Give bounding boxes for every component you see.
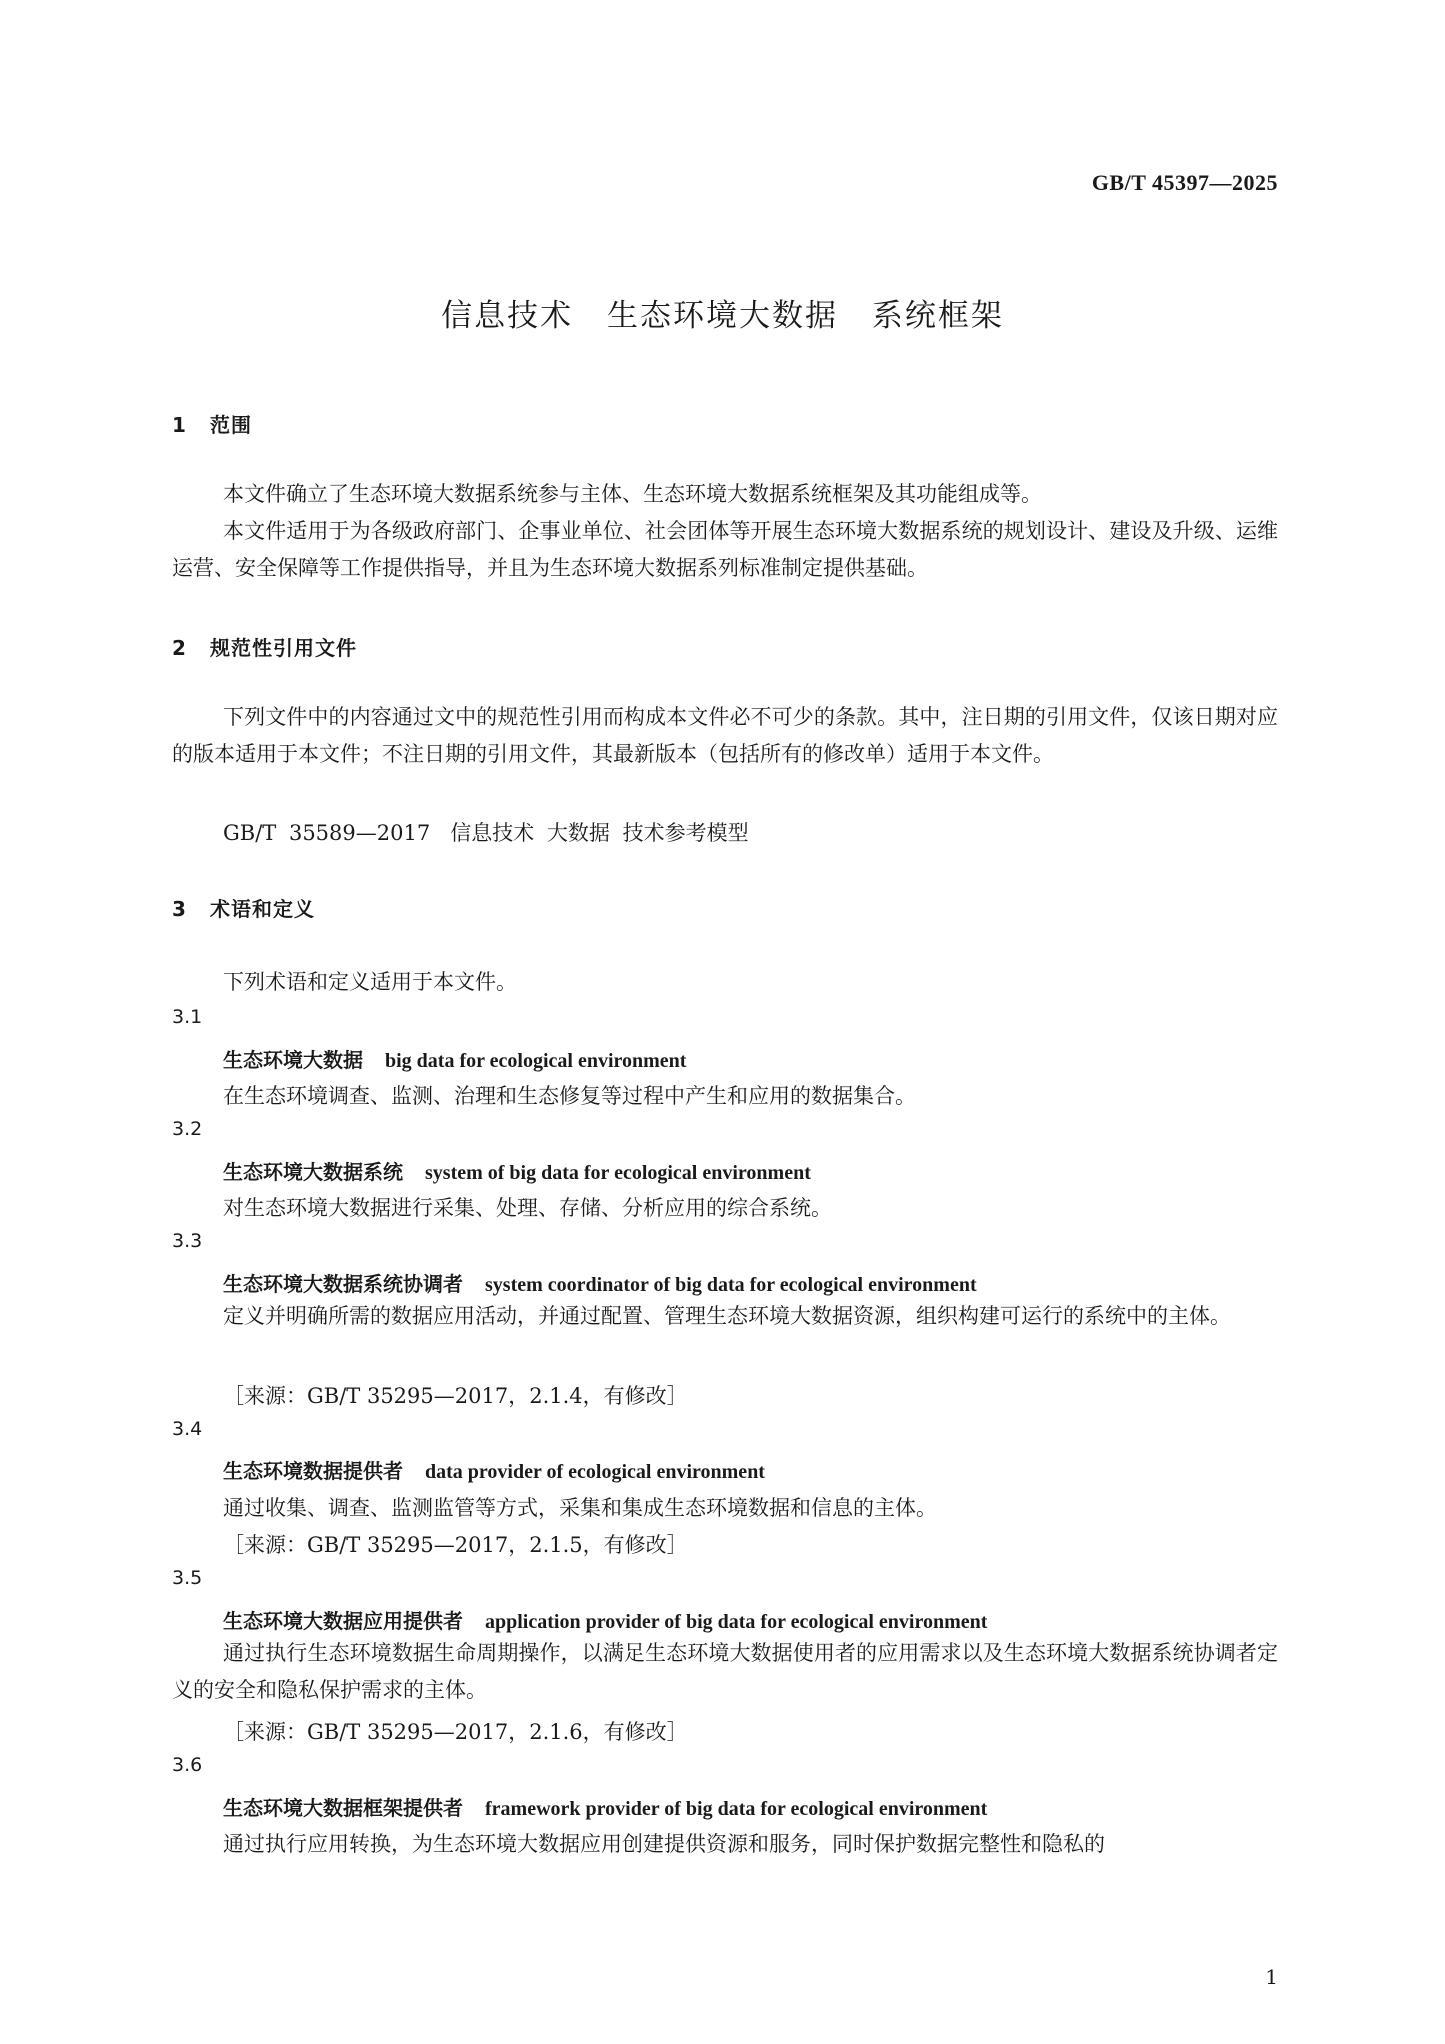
terms-intro: 下列术语和定义适用于本文件。 (223, 970, 517, 994)
term-title (223, 1156, 811, 1185)
term-chinese: 生态环境大数据系统 (223, 1160, 403, 1184)
term-definition: 对生态环境大数据进行采集、处理、存储、分析应用的综合系统。 (223, 1196, 832, 1220)
normative-references-paragraph: 下列文件中的内容通过文中的规范性引用而构成本文件必不可少的条款。其中，注日期的引用文件，仅该日期对应的版本适用于本文件；不注日期的引用文件，其最新版本（包括所有的修改单）适用于本文件。 (172, 705, 1278, 766)
term-title (223, 1044, 686, 1073)
term-number: 3.3 (172, 1230, 203, 1252)
term-english: framework provider of big data for ecological environment (485, 1798, 988, 1820)
term-chinese: 生态环境大数据框架提供者 (223, 1796, 463, 1820)
term-number: 3.1 (172, 1006, 203, 1028)
scope-paragraph-2: 本文件适用于为各级政府部门、企事业单位、社会团体等开展生态环境大数据系统的规划设计、建设及升级、运维运营、安全保障等工作提供指导，并且为生态环境大数据系列标准制定提供基础。 (172, 519, 1278, 580)
section-title: 规范性引用文件 (210, 636, 357, 660)
term-english: big data for ecological environment (385, 1050, 687, 1072)
term-title (223, 1455, 765, 1484)
standard-code: GB/T 45397—2025 (1091, 170, 1278, 195)
term-source: ［来源：GB/T 35295—2017，2.1.4，有修改］ (223, 1384, 688, 1408)
term-title (223, 1792, 987, 1821)
term-definition: 定义并明确所需的数据应用活动，并通过配置、管理生态环境大数据资源，组织构建可运行的系统中的主体。 (223, 1304, 1231, 1328)
term-source: ［来源：GB/T 35295—2017，2.1.5，有修改］ (223, 1533, 688, 1557)
term-source: ［来源：GB/T 35295—2017，2.1.6，有修改］ (223, 1720, 688, 1744)
term-number: 3.5 (172, 1567, 203, 1589)
reference-title: 信息技术 大数据 技术参考模型 (450, 821, 749, 845)
section-3-heading (172, 893, 315, 922)
section-title: 范围 (210, 413, 252, 437)
section-number: 1 (172, 413, 187, 437)
page-number: 1 (1265, 1965, 1278, 1989)
scope-paragraph-1: 本文件确立了生态环境大数据系统参与主体、生态环境大数据系统框架及其功能组成等。 (223, 482, 1042, 506)
term-title (223, 1605, 987, 1634)
term-number: 3.6 (172, 1754, 203, 1776)
term-english: application provider of big data for ecological environment (485, 1611, 988, 1633)
term-english: data provider of ecological environment (425, 1461, 765, 1483)
section-1-heading (172, 409, 252, 438)
section-2-heading (172, 632, 357, 661)
term-definition: 通过执行应用转换，为生态环境大数据应用创建提供资源和服务，同时保护数据完整性和隐私的 (223, 1832, 1105, 1856)
term-english: system coordinator of big data for ecological environment (485, 1274, 977, 1296)
term-chinese: 生态环境大数据 (223, 1048, 363, 1072)
term-definition: 通过收集、调查、监测监管等方式，采集和集成生态环境数据和信息的主体。 (223, 1496, 937, 1520)
term-chinese: 生态环境大数据系统协调者 (223, 1272, 463, 1296)
term-english: system of big data for ecological environment (425, 1162, 811, 1184)
section-number: 3 (172, 897, 187, 921)
term-chinese: 生态环境数据提供者 (223, 1459, 403, 1483)
term-chinese: 生态环境大数据应用提供者 (223, 1609, 463, 1633)
reference-entry (223, 817, 749, 847)
term-number: 3.2 (172, 1118, 203, 1140)
term-definition: 在生态环境调查、监测、治理和生态修复等过程中产生和应用的数据集合。 (223, 1084, 916, 1108)
section-title: 术语和定义 (210, 897, 315, 921)
term-title (223, 1268, 977, 1297)
section-number: 2 (172, 636, 187, 660)
document-title: 信息技术 生态环境大数据 系统框架 (441, 298, 1004, 334)
term-number: 3.4 (172, 1418, 203, 1440)
reference-code: GB/T 35589—2017 (223, 821, 431, 845)
term-definition: 通过执行生态环境数据生命周期操作，以满足生态环境大数据使用者的应用需求以及生态环境大数据系统协调者定义的安全和隐私保护需求的主体。 (172, 1641, 1278, 1702)
